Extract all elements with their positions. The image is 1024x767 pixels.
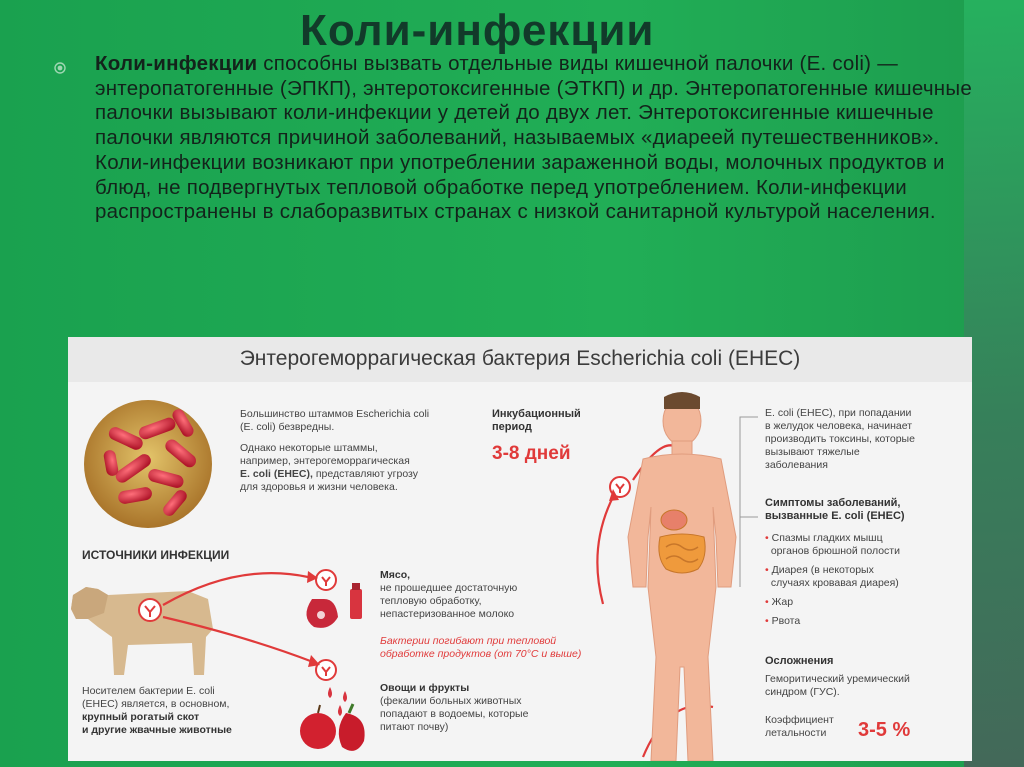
heat-note: [380, 635, 581, 661]
slide-title: Коли-инфекции: [300, 6, 655, 55]
complications-text: [765, 673, 910, 699]
intro-text: [240, 408, 429, 494]
vegetables-line: питают почву): [380, 721, 449, 733]
intro-strain: E. coli (EHEC),: [240, 468, 313, 480]
meat-line: непастеризованное молоко: [380, 608, 515, 620]
stomach-line: вызывают тяжелые: [765, 446, 860, 458]
symptom-label: Спазмы гладких мышц: [771, 532, 883, 544]
incubation-label: [492, 408, 581, 434]
intro-line: [240, 468, 429, 481]
cow-image: [71, 587, 213, 675]
infographic-title: Энтерогеморрагическая бактерия Escherichia coli (EHEC): [239, 347, 801, 370]
slide-paragraph: [95, 52, 975, 225]
incubation-label-line: период: [492, 421, 532, 433]
symptoms-title-line: вызванные E. coli (EHEC): [765, 510, 905, 522]
vegetables-line: (фекалии больных животных: [380, 695, 522, 707]
meat-line: не прошедшее достаточную: [380, 582, 518, 594]
heat-line: Бактерии погибают при тепловой: [380, 635, 557, 647]
human-body-image: [628, 397, 736, 761]
complications-line: синдром (ГУС).: [765, 686, 840, 698]
meat-icon: [306, 599, 338, 628]
infographic: [68, 337, 972, 761]
symptom-item: • Спазмы гладких мышц органов брюшной полости: [765, 532, 900, 557]
lethality-line: летальности: [765, 727, 827, 739]
lethality-value: 3-5 %: [858, 719, 911, 741]
symptom-label: Рвота: [771, 615, 801, 627]
stomach-note: [765, 407, 915, 472]
intro-line: для здоровья и жизни человека.: [240, 481, 398, 493]
intro-line: (E. coli) безвредны.: [240, 421, 335, 433]
symptom-label: органов брюшной полости: [770, 545, 900, 557]
intro-strain-rest: представляют угрозу: [312, 468, 419, 480]
carrier-line: (EHEC) является, в основном,: [82, 698, 230, 710]
symptoms-title-line: Симптомы заболеваний,: [765, 497, 901, 509]
bacteria-image: [84, 400, 212, 528]
symptoms-title: [765, 497, 905, 523]
carrier-text: [82, 685, 232, 737]
pepper-icon: [339, 704, 365, 751]
intro-line: Большинство штаммов Escherichia coli: [240, 408, 430, 420]
stomach-line: заболевания: [765, 459, 828, 471]
lethality-line: Коэффициент: [765, 714, 834, 726]
vegetables-text: [380, 682, 528, 734]
incubation-label-line: Инкубационный: [492, 408, 581, 420]
paragraph-body: способны вызвать отдельные виды кишечной палочки (E. coli) — энтеропатогенные (ЭПКП), энтеротоксигенные (ЭТКП) и др. Энтеропатогенные кишечные палочки вызывают коли-инфекции у детей до двух лет. Энтеротоксигенные кишечные палочки являются причиной заболеваний, называемых «диареей путешественников». Коли-инфекции возникают при употреблении зараженной воды, молочных продуктов и блюд, не подвергнутых тепловой обработке перед употреблением. Коли-инфекции распространены в слаборазвитых странах с низкой санитарной культурой населения.: [95, 52, 972, 224]
stomach-line: производить токсины, которые: [765, 433, 915, 445]
meat-title: Мясо,: [380, 569, 411, 581]
lethality-label: [765, 714, 834, 740]
incubation-value: 3-8 дней: [492, 443, 571, 464]
apple-icon: [300, 705, 336, 749]
meat-text: [380, 569, 517, 621]
intro-line: например, энтерогеморрагическая: [240, 455, 410, 467]
symptom-item: • Рвота: [765, 615, 801, 627]
vegetables-title: Овощи и фрукты: [380, 682, 470, 694]
symptom-label: случаях кровавая диарея): [770, 577, 899, 589]
symptoms-list: [765, 532, 945, 628]
stomach-line: в желудок человека, начинает: [765, 420, 913, 432]
symptom-label: Жар: [771, 596, 794, 608]
carrier-line: крупный рогатый скот: [82, 711, 200, 723]
intro-line: Однако некоторые штаммы,: [240, 442, 378, 454]
stomach-line: E. coli (EHEC), при попадании: [765, 407, 912, 419]
symptom-label: Диарея (в некоторых: [771, 564, 874, 576]
meat-line: тепловую обработку,: [380, 595, 482, 607]
carrier-line: и другие жвачные животные: [82, 724, 232, 736]
complications-line: Геморитический уремический: [765, 673, 910, 685]
vegetables-line: попадают в водоемы, которые: [380, 708, 529, 720]
heat-line: обработке продуктов (от 70°С и выше): [380, 648, 582, 660]
symptom-item: • Диарея (в некоторых случаях кровавая диарея): [765, 564, 899, 589]
carrier-line: Носителем бактерии E. coli: [82, 685, 215, 697]
milk-bottle-icon: [350, 583, 362, 619]
sources-label: ИСТОЧНИКИ ИНФЕКЦИИ: [82, 548, 230, 562]
symptom-item: • Жар: [765, 596, 794, 608]
bullet-icon: [54, 62, 66, 74]
complications-title: Осложнения: [765, 655, 834, 667]
paragraph-lead: Коли-инфекции: [95, 52, 258, 75]
